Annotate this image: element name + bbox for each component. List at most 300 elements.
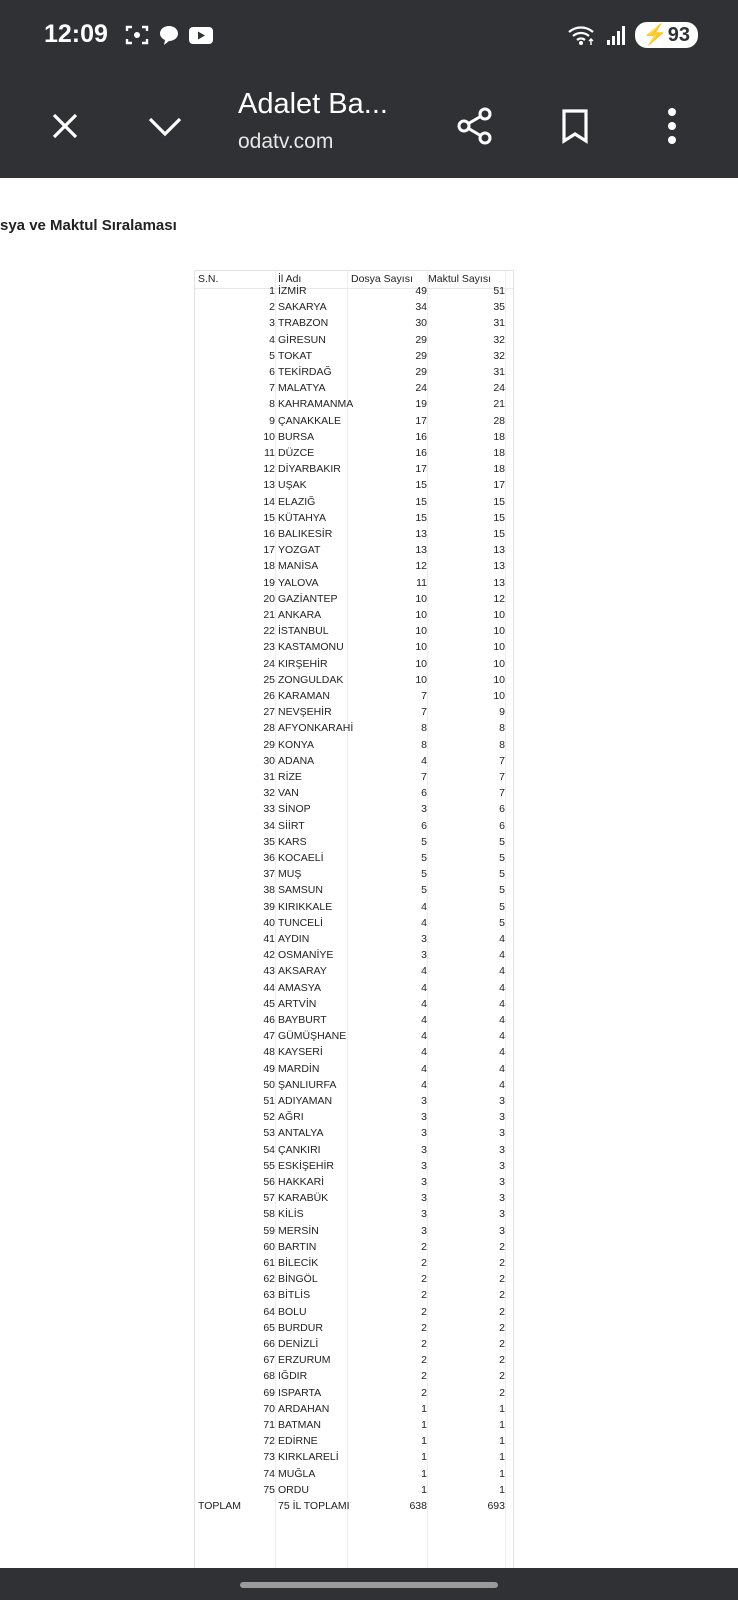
row-dosya: 3 (421, 933, 427, 945)
row-dosya: 30 (415, 317, 427, 330)
header-il: İl Adı (278, 273, 302, 285)
status-bar (0, 0, 738, 78)
home-gesture-handle[interactable] (240, 1582, 498, 1588)
row-maktul: 6 (499, 803, 505, 816)
row-sn: 20 (263, 592, 275, 605)
row-sn: 35 (263, 835, 275, 848)
row-il: AYDIN (278, 933, 310, 945)
row-il: AMASYA (278, 981, 321, 994)
row-sn: 30 (263, 754, 275, 767)
row-il: BURSA (278, 430, 315, 443)
table-row (195, 477, 513, 494)
table-row (195, 1061, 513, 1078)
header-maktul: Maktul Sayısı (428, 273, 492, 285)
row-dosya: 29 (415, 366, 427, 378)
row-il: MUĞLA (278, 1467, 316, 1480)
table-row (195, 1077, 513, 1094)
row-dosya: 5 (421, 835, 427, 848)
row-maktul: 1 (499, 1483, 505, 1496)
row-dosya: 7 (421, 706, 427, 719)
table-row (195, 429, 513, 446)
bookmark-icon (560, 108, 590, 144)
row-il: ÇANAKKALE (278, 414, 342, 427)
row-il: ARDAHAN (278, 1402, 330, 1415)
row-il: BATMAN (278, 1419, 321, 1431)
table-row (195, 1255, 513, 1272)
row-il: BAYBURT (278, 1014, 327, 1026)
row-dosya: 1 (421, 1483, 427, 1496)
row-dosya: 2 (421, 1257, 427, 1269)
table-row (195, 364, 513, 381)
row-maktul: 15 (493, 528, 505, 540)
row-dosya: 2 (421, 1338, 427, 1350)
row-maktul: 2 (499, 1354, 505, 1367)
row-il: DÜZCE (278, 447, 315, 459)
close-icon (49, 110, 81, 142)
row-sn: 49 (263, 1062, 275, 1075)
table-row (195, 461, 513, 478)
row-maktul: 7 (499, 771, 505, 783)
battery-indicator: ⚡93 (635, 22, 698, 48)
table-row (195, 1174, 513, 1191)
table-row (195, 1142, 513, 1159)
row-maktul: 3 (499, 1192, 505, 1205)
row-il: İSTANBUL (278, 625, 329, 638)
row-sn: 29 (263, 738, 275, 751)
row-sn: 70 (263, 1402, 275, 1415)
table-row (195, 704, 513, 721)
youtube-icon (188, 23, 214, 47)
row-dosya: 11 (416, 576, 427, 589)
battery-icon: ⚡ (642, 24, 668, 46)
row-dosya: 4 (421, 1078, 427, 1091)
table-row (195, 1466, 513, 1483)
row-maktul: 2 (499, 1305, 505, 1318)
row-il: TOKAT (278, 349, 313, 362)
row-dosya: 3 (421, 1224, 427, 1237)
row-il: MARDİN (278, 1062, 320, 1075)
table-row (195, 1304, 513, 1321)
row-dosya: 3 (421, 1095, 427, 1107)
row-maktul: 10 (493, 657, 505, 670)
row-dosya: 1 (421, 1451, 427, 1464)
row-il: ESKİŞEHİR (278, 1159, 335, 1172)
page-url[interactable]: odatv.com (238, 130, 334, 153)
more-options-button[interactable] (644, 98, 700, 154)
row-il: YOZGAT (278, 544, 321, 557)
row-maktul: 5 (499, 868, 505, 881)
table-row (195, 283, 513, 300)
row-dosya: 5 (421, 868, 427, 881)
table-row (195, 899, 513, 916)
row-sn: 1 (269, 285, 275, 297)
row-dosya: 4 (421, 981, 427, 994)
row-sn: 21 (263, 609, 275, 621)
table-row (195, 575, 513, 592)
row-maktul: 5 (499, 884, 505, 897)
table-row (195, 656, 513, 673)
row-maktul: 5 (499, 835, 505, 848)
row-il: AKSARAY (278, 965, 327, 978)
data-table (194, 270, 514, 1572)
row-dosya: 15 (415, 479, 427, 492)
row-il: YALOVA (278, 576, 319, 589)
row-sn: 48 (263, 1046, 275, 1059)
row-il: TRABZON (278, 317, 329, 330)
row-il: BALIKESİR (278, 528, 333, 540)
row-dosya: 12 (415, 560, 427, 573)
table-row (195, 299, 513, 316)
row-maktul: 13 (493, 576, 505, 589)
row-dosya: 4 (421, 916, 427, 929)
row-sn: 58 (263, 1208, 275, 1221)
row-sn: 15 (263, 511, 275, 524)
row-sn: 38 (263, 884, 275, 897)
row-dosya: 4 (421, 900, 427, 913)
row-maktul: 13 (493, 544, 505, 557)
row-maktul: 51 (493, 285, 505, 297)
row-dosya: 1 (421, 1467, 427, 1480)
row-maktul: 35 (493, 301, 505, 314)
table-row (195, 834, 513, 851)
row-maktul: 4 (499, 981, 505, 994)
table-row (195, 380, 513, 397)
row-il: IĞDIR (278, 1370, 308, 1383)
row-maktul: 4 (499, 1078, 505, 1091)
row-dosya: 5 (421, 852, 427, 864)
row-maktul: 18 (493, 463, 505, 476)
row-sn: 50 (263, 1078, 275, 1091)
row-il: İZMİR (278, 285, 307, 297)
row-dosya: 2 (421, 1370, 427, 1383)
row-il: MERSİN (278, 1224, 319, 1237)
row-sn: 42 (263, 949, 275, 962)
total-maktul: 693 (487, 1500, 505, 1512)
system-nav-bar (0, 1568, 738, 1600)
row-sn: 74 (263, 1467, 275, 1480)
row-sn: 17 (263, 544, 275, 557)
table-row (195, 801, 513, 818)
row-sn: 2 (269, 301, 275, 314)
table-row (195, 1109, 513, 1126)
row-maktul: 10 (493, 641, 505, 654)
row-sn: 65 (263, 1321, 275, 1334)
row-sn: 4 (269, 333, 275, 346)
expand-button[interactable] (137, 98, 193, 154)
row-maktul: 3 (499, 1176, 505, 1188)
row-sn: 3 (269, 317, 275, 330)
system-icons (567, 22, 698, 48)
header-dosya: Dosya Sayısı (351, 273, 413, 285)
row-il: AFYONKARAHİ (278, 722, 354, 735)
row-dosya: 49 (415, 285, 427, 297)
row-sn: 10 (263, 430, 275, 443)
chat-icon (158, 23, 180, 47)
row-il: AĞRI (278, 1111, 304, 1124)
table-row (195, 1320, 513, 1337)
row-il: ÇANKIRI (278, 1143, 321, 1156)
row-il: DENİZLİ (278, 1338, 319, 1350)
table-row (195, 1028, 513, 1045)
row-maktul: 9 (499, 706, 505, 719)
row-sn: 33 (263, 803, 275, 816)
table-row (195, 737, 513, 754)
table-row (195, 526, 513, 543)
row-sn: 59 (263, 1224, 275, 1237)
total-label: TOPLAM (198, 1500, 241, 1512)
row-maktul: 4 (499, 997, 505, 1010)
table-row (195, 1206, 513, 1223)
row-maktul: 15 (493, 495, 505, 508)
row-dosya: 4 (421, 965, 427, 978)
row-sn: 75 (263, 1483, 275, 1496)
row-il: MUŞ (278, 868, 302, 881)
row-sn: 27 (263, 706, 275, 719)
row-sn: 7 (269, 382, 275, 395)
row-sn: 60 (263, 1240, 275, 1253)
close-button[interactable] (37, 98, 93, 154)
row-sn: 22 (263, 625, 275, 638)
row-dosya: 15 (415, 495, 427, 508)
row-il: TUNCELİ (278, 916, 323, 929)
row-dosya: 7 (421, 690, 427, 702)
row-il: KARAMAN (278, 690, 330, 702)
row-sn: 66 (263, 1338, 275, 1350)
table-row (195, 1223, 513, 1240)
table-row (195, 1044, 513, 1061)
row-dosya: 1 (421, 1402, 427, 1415)
row-maktul: 24 (493, 382, 505, 395)
row-dosya: 10 (415, 625, 427, 638)
table-row (195, 542, 513, 559)
row-dosya: 10 (415, 673, 427, 686)
table-row (195, 753, 513, 770)
row-sn: 34 (263, 819, 275, 832)
row-maktul: 17 (493, 479, 505, 492)
bookmark-button[interactable] (547, 98, 603, 154)
row-dosya: 3 (421, 1127, 427, 1140)
row-il: ADIYAMAN (278, 1095, 333, 1107)
row-il: GAZİANTEP (278, 592, 338, 605)
row-maktul: 4 (499, 933, 505, 945)
row-dosya: 29 (415, 333, 427, 346)
row-dosya: 4 (421, 754, 427, 767)
row-sn: 68 (263, 1370, 275, 1383)
row-maktul: 4 (499, 965, 505, 978)
row-maktul: 8 (499, 738, 505, 751)
row-il: KARS (278, 835, 307, 848)
row-il: KASTAMONU (278, 641, 344, 654)
row-sn: 9 (269, 414, 275, 427)
row-sn: 14 (263, 495, 275, 508)
row-dosya: 5 (421, 884, 427, 897)
row-dosya: 10 (415, 657, 427, 670)
row-il: ORDU (278, 1483, 309, 1496)
table-row (195, 850, 513, 867)
row-il: ZONGULDAK (278, 673, 344, 686)
row-dosya: 2 (421, 1321, 427, 1334)
row-sn: 45 (263, 997, 275, 1010)
table-row (195, 1093, 513, 1110)
table-row (195, 931, 513, 948)
more-vert-icon (666, 106, 678, 146)
browser-toolbar (0, 78, 738, 178)
table-row (195, 1190, 513, 1207)
row-maktul: 3 (499, 1095, 505, 1107)
row-il: KIRKLARELİ (278, 1451, 339, 1464)
row-il: ELAZIĞ (278, 495, 316, 508)
total-il: 75 İL TOPLAMI (278, 1500, 350, 1512)
row-dosya: 3 (421, 803, 427, 816)
table-row (195, 720, 513, 737)
row-sn: 25 (263, 673, 275, 686)
row-sn: 18 (263, 560, 275, 573)
row-maktul: 5 (499, 900, 505, 913)
row-maktul: 2 (499, 1386, 505, 1399)
row-il: KONYA (278, 738, 314, 751)
row-sn: 73 (263, 1451, 275, 1464)
row-maktul: 21 (493, 398, 505, 411)
row-sn: 8 (269, 398, 275, 411)
row-maktul: 3 (499, 1111, 505, 1124)
row-sn: 72 (263, 1435, 275, 1448)
share-button[interactable] (447, 98, 503, 154)
row-maktul: 4 (499, 949, 505, 962)
row-sn: 53 (263, 1127, 275, 1140)
row-dosya: 10 (415, 609, 427, 621)
row-sn: 26 (263, 690, 275, 702)
row-il: SİİRT (278, 819, 305, 832)
row-sn: 47 (263, 1030, 275, 1043)
row-maktul: 5 (499, 916, 505, 929)
row-sn: 12 (263, 463, 275, 476)
row-maktul: 2 (499, 1370, 505, 1383)
row-dosya: 2 (421, 1386, 427, 1399)
row-dosya: 6 (421, 787, 427, 800)
table-row (195, 558, 513, 575)
row-dosya: 3 (421, 1176, 427, 1188)
row-dosya: 8 (421, 722, 427, 735)
row-dosya: 2 (421, 1305, 427, 1318)
row-sn: 16 (263, 528, 275, 540)
row-maktul: 2 (499, 1338, 505, 1350)
table-row (195, 332, 513, 349)
table-row (195, 494, 513, 511)
header-sn: S.N. (198, 273, 219, 285)
row-il: KARABÜK (278, 1192, 329, 1205)
table-row (195, 348, 513, 365)
table-row (195, 1239, 513, 1256)
row-il: BOLU (278, 1305, 307, 1318)
row-maktul: 12 (493, 592, 505, 605)
row-dosya: 13 (415, 528, 427, 540)
row-dosya: 3 (421, 1208, 427, 1221)
row-il: VAN (278, 787, 299, 800)
table-row (195, 1158, 513, 1175)
row-maktul: 2 (499, 1289, 505, 1302)
row-dosya: 1 (421, 1435, 427, 1448)
table-row (195, 1368, 513, 1385)
row-sn: 46 (263, 1014, 275, 1026)
table-row (195, 672, 513, 689)
row-sn: 54 (263, 1143, 275, 1156)
row-maktul: 18 (493, 447, 505, 459)
row-dosya: 4 (421, 997, 427, 1010)
row-maktul: 18 (493, 430, 505, 443)
row-il: KAYSERİ (278, 1046, 323, 1059)
row-il: MALATYA (278, 382, 326, 395)
row-dosya: 17 (415, 414, 427, 427)
table-row (195, 785, 513, 802)
table-row (195, 1352, 513, 1369)
row-sn: 19 (263, 576, 275, 589)
row-maktul: 2 (499, 1240, 505, 1253)
row-dosya: 2 (421, 1240, 427, 1253)
row-il: NEVŞEHİR (278, 706, 332, 719)
row-sn: 41 (263, 933, 275, 945)
row-maktul: 7 (499, 754, 505, 767)
row-maktul: 1 (499, 1419, 505, 1431)
row-il: TEKİRDAĞ (278, 366, 332, 378)
row-maktul: 8 (499, 722, 505, 735)
row-sn: 62 (263, 1273, 275, 1286)
row-sn: 6 (269, 366, 275, 378)
row-sn: 57 (263, 1192, 275, 1205)
table-row (195, 980, 513, 997)
row-sn: 23 (263, 641, 275, 654)
row-maktul: 3 (499, 1127, 505, 1140)
row-il: SAMSUN (278, 884, 323, 897)
row-dosya: 3 (421, 1111, 427, 1124)
row-dosya: 3 (421, 1159, 427, 1172)
row-sn: 28 (263, 722, 275, 735)
table-total-row (195, 1498, 513, 1515)
row-dosya: 34 (415, 301, 427, 314)
row-il: GİRESUN (278, 333, 326, 346)
row-il: ANTALYA (278, 1127, 324, 1140)
table-row (195, 623, 513, 640)
row-sn: 71 (263, 1419, 275, 1431)
row-maktul: 7 (499, 787, 505, 800)
row-dosya: 10 (415, 592, 427, 605)
row-maktul: 2 (499, 1273, 505, 1286)
screenshot-icon (124, 23, 150, 47)
row-il: ERZURUM (278, 1354, 331, 1367)
row-dosya: 19 (415, 398, 427, 411)
row-il: BURDUR (278, 1321, 323, 1334)
row-dosya: 2 (421, 1289, 427, 1302)
row-il: KAHRAMANMA (278, 398, 354, 411)
page-title: Adalet Ba... (238, 88, 388, 120)
table-row (195, 996, 513, 1013)
table-row (195, 818, 513, 835)
row-maktul: 10 (493, 690, 505, 702)
row-dosya: 3 (421, 1143, 427, 1156)
row-sn: 13 (263, 479, 275, 492)
row-dosya: 17 (415, 463, 427, 476)
table-row (195, 445, 513, 462)
row-dosya: 24 (415, 382, 427, 395)
row-il: GÜMÜŞHANE (278, 1030, 347, 1043)
row-dosya: 6 (421, 819, 427, 832)
row-dosya: 4 (421, 1030, 427, 1043)
row-il: BARTIN (278, 1240, 317, 1253)
row-maktul: 28 (493, 414, 505, 427)
row-sn: 11 (264, 447, 275, 459)
table-row (195, 1012, 513, 1029)
article-heading: sya ve Maktul Sıralaması (0, 217, 177, 234)
row-maktul: 31 (493, 366, 505, 378)
